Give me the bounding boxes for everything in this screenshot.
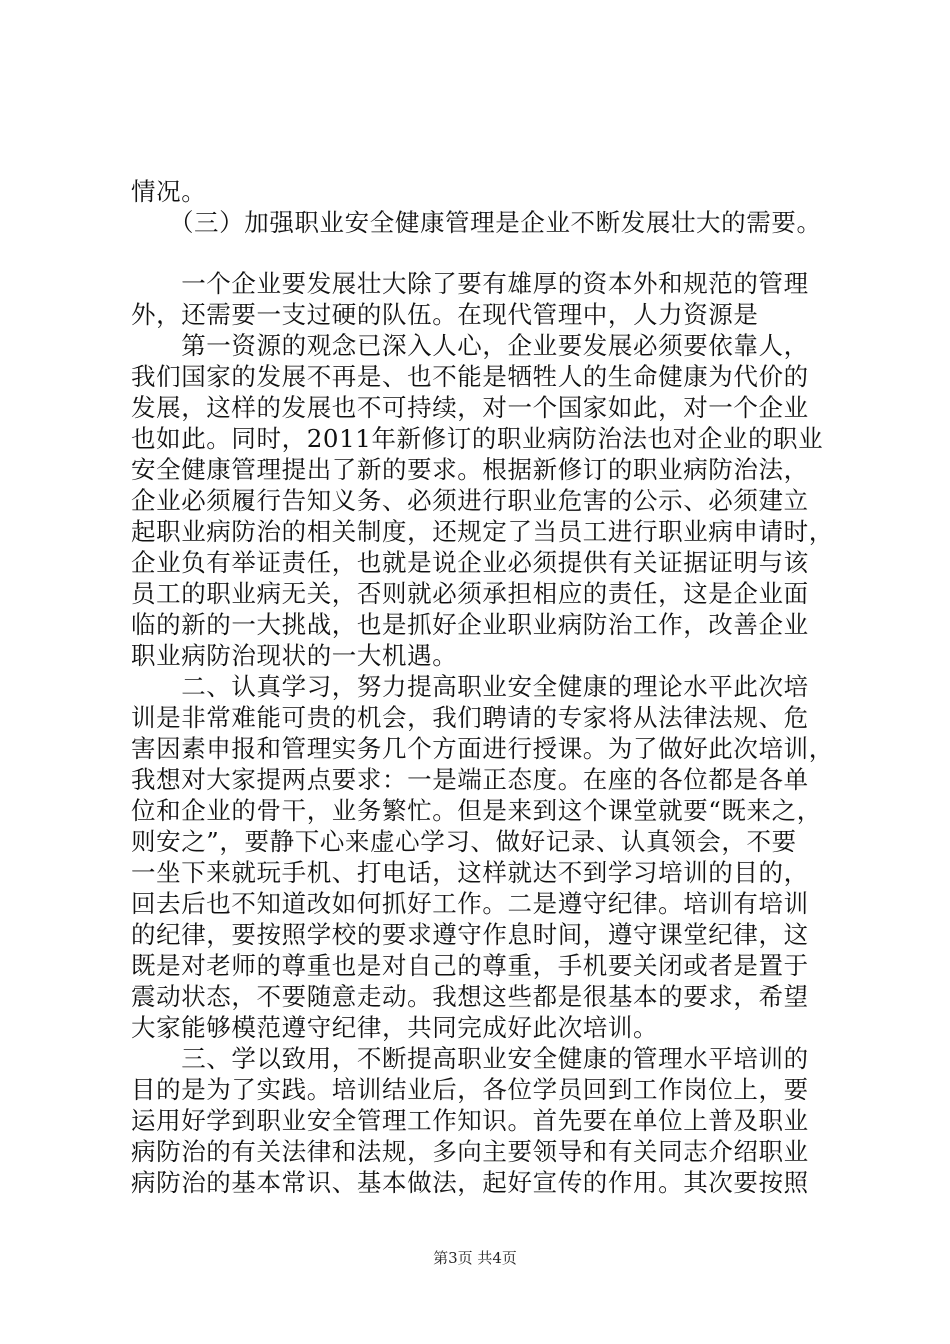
text-line: 既是对老师的尊重也是对自己的尊重，手机要关闭或者是置于 xyxy=(131,951,809,980)
text-line: 震动状态，不要随意走动。我想这些都是很基本的要求，希望 xyxy=(131,982,809,1011)
text-line: 目的是为了实践。培训结业后，各位学员回到工作岗位上，要 xyxy=(131,1075,809,1104)
text-line: 第一资源的观念已深入人心，企业要发展必须要依靠人， xyxy=(131,331,809,360)
text-line: 则安之”，要静下心来虚心学习、做好记录、认真领会，不要 xyxy=(131,827,797,856)
text-line: 外，还需要一支过硬的队伍。在现代管理中，人力资源是 xyxy=(131,300,759,329)
text-line: 一坐下来就玩手机、打电话，这样就达不到学习培训的目的， xyxy=(131,858,809,887)
text-line: 我想对大家提两点要求：一是端正态度。在座的各位都是各单 xyxy=(131,765,809,794)
text-line: 情况。 xyxy=(131,177,207,206)
section-heading: 二、认真学习，努力提高职业安全健康的理论水平此次培 xyxy=(131,672,809,701)
text-line: 起职业病防治的相关制度，还规定了当员工进行职业病申请时， xyxy=(131,517,834,546)
text-line: 临的新的一大挑战，也是抓好企业职业病防治工作，改善企业 xyxy=(131,610,809,639)
section-heading: 三、学以致用，不断提高职业安全健康的管理水平培训的 xyxy=(131,1044,809,1073)
text-line: 大家能够模范遵守纪律，共同完成好此次培训。 xyxy=(131,1013,659,1042)
text-line: 害因素申报和管理实务几个方面进行授课。为了做好此次培训， xyxy=(131,734,834,763)
text-line: 也如此。同时，2011年新修订的职业病防治法也对企业的职业 xyxy=(131,424,824,453)
text-line: 我们国家的发展不再是、也不能是牺牲人的生命健康为代价的 xyxy=(131,362,809,391)
text-line: 训是非常难能可贵的机会，我们聘请的专家将从法律法规、危 xyxy=(131,703,809,732)
text-line: 企业必须履行告知义务、必须进行职业危害的公示、必须建立 xyxy=(131,486,809,515)
text-line: 安全健康管理提出了新的要求。根据新修订的职业病防治法， xyxy=(131,455,809,484)
text-line: 的纪律，要按照学校的要求遵守作息时间，遵守课堂纪律，这 xyxy=(131,920,809,949)
text-line: 企业负有举证责任，也就是说企业必须提供有关证据证明与该 xyxy=(131,548,809,577)
text-line: 职业病防治现状的一大机遇。 xyxy=(131,641,458,670)
text-line: 一个企业要发展壮大除了要有雄厚的资本外和规范的管理 xyxy=(131,269,809,298)
page-number-footer: 第3页 共4页 xyxy=(433,1249,517,1267)
text-line: 回去后也不知道改如何抓好工作。二是遵守纪律。培训有培训 xyxy=(131,889,809,918)
text-line: 病防治的有关法律和法规，多向主要领导和有关同志介绍职业 xyxy=(131,1137,809,1166)
section-heading: （三）加强职业安全健康管理是企业不断发展壮大的需要。 xyxy=(131,208,822,237)
text-line: 员工的职业病无关，否则就必须承担相应的责任，这是企业面 xyxy=(131,579,809,608)
text-line: 病防治的基本常识、基本做法，起好宣传的作用。其次要按照 xyxy=(131,1168,809,1197)
text-line: 发展，这样的发展也不可持续，对一个国家如此，对一个企业 xyxy=(131,393,809,422)
text-line: 运用好学到职业安全管理工作知识。首先要在单位上普及职业 xyxy=(131,1106,809,1135)
text-line: 位和企业的骨干，业务繁忙。但是来到这个课堂就要“既来之， xyxy=(131,796,822,825)
